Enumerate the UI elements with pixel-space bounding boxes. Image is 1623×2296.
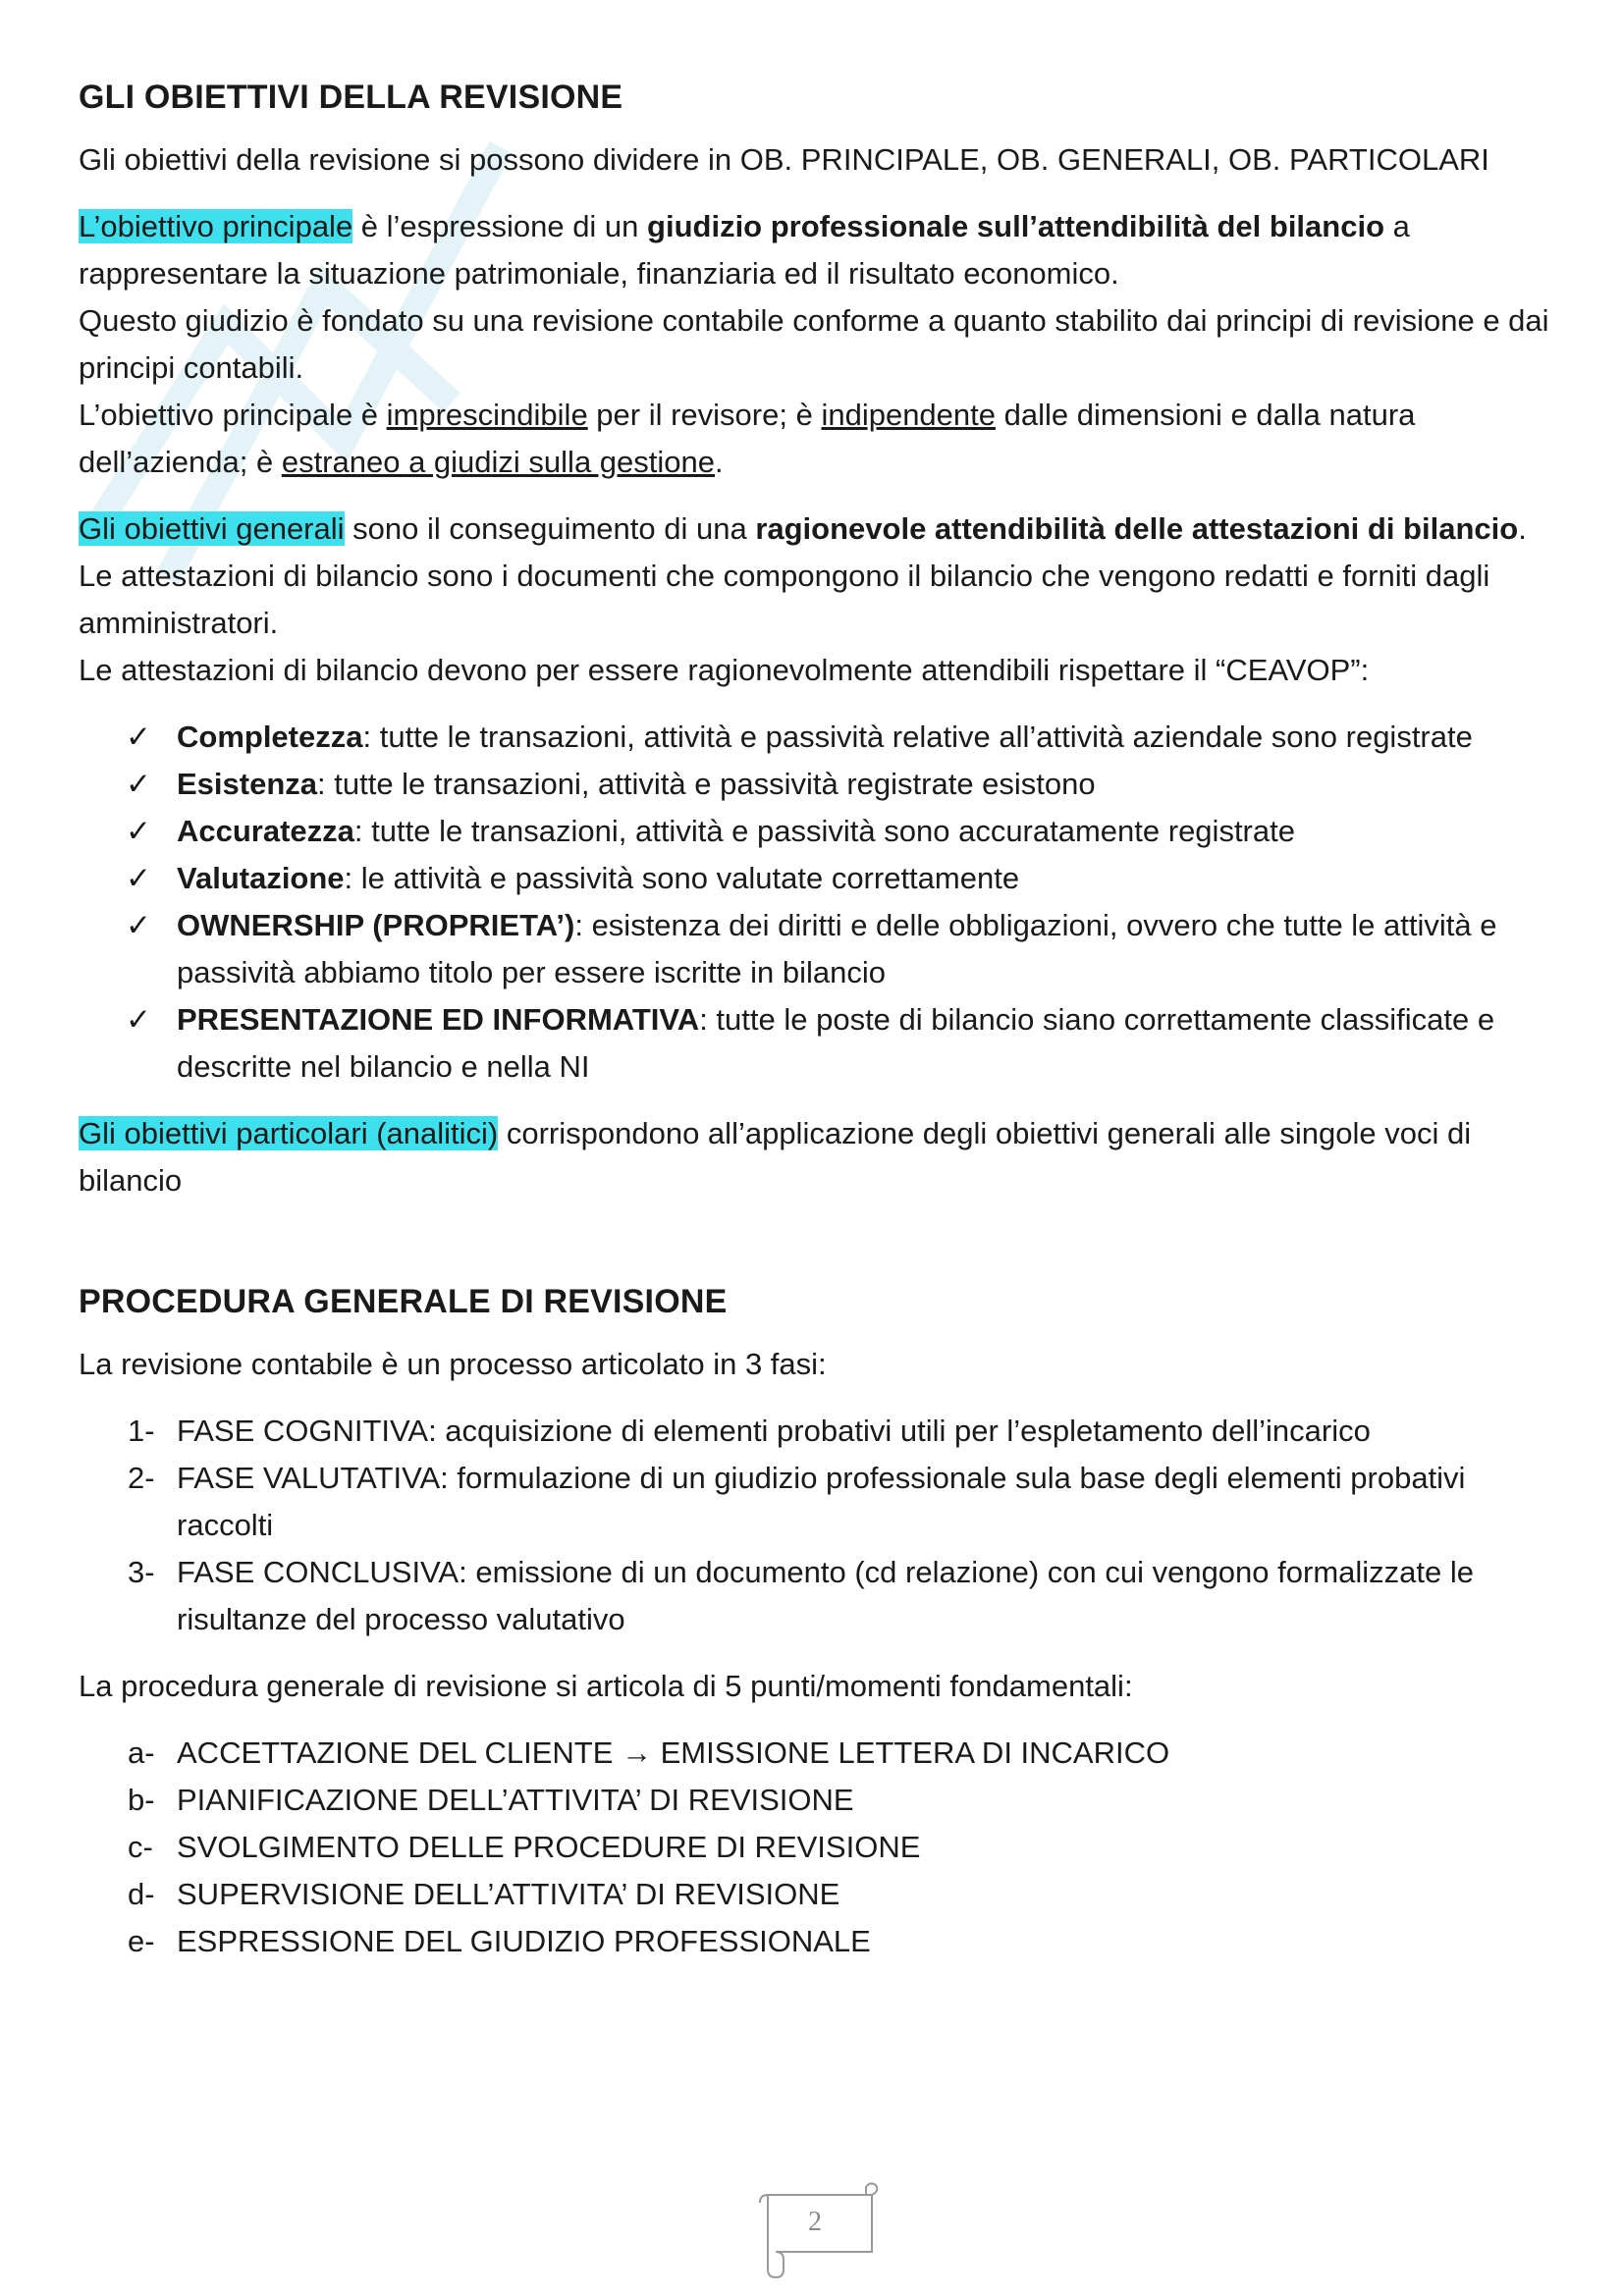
list-item: 2- FASE VALUTATIVA: formulazione di un giudizio professionale sula base degli elementi probativi raccolti xyxy=(128,1461,1466,1542)
page-footer xyxy=(746,2181,884,2279)
checkmark-icon: ✓ xyxy=(126,908,151,942)
page-number: 2 xyxy=(808,2207,822,2237)
list-item: c- SVOLGIMENTO DELLE PROCEDURE DI REVISIONE xyxy=(128,1830,921,1864)
highlight-particolari: Gli obiettivi particolari (analitici) xyxy=(79,1116,499,1150)
list-item: ✓ PRESENTAZIONE ED INFORMATIVA: tutte le poste di bilancio siano correttamente classificate e descritte nel bilancio e nella NI xyxy=(79,996,1551,1091)
ceavop-line: Le attestazioni di bilancio devono per essere ragionevolmente attendibili rispettare il “CEAVOP”: xyxy=(79,653,1370,687)
particolari-paragraph: Gli obiettivi particolari (analitici) corrispondono all’applicazione degli obiettivi generali alle singole voci di bilancio xyxy=(79,1116,1472,1198)
list-item: ✓ Accuratezza: tutte le transazioni, attività e passività sono accuratamente registrate xyxy=(79,808,1551,855)
checkmark-icon: ✓ xyxy=(126,767,151,801)
steps-list xyxy=(79,1730,1551,1965)
fondato-line: Questo giudizio è fondato su una revisione contabile conforme a quanto stabilito dai principi di revisione e dai principi contabili. xyxy=(79,303,1549,385)
highlight-principale: L’obiettivo principale xyxy=(79,209,353,243)
generali-paragraph: Gli obiettivi generali sono il conseguimento di una ragionevole attendibilità delle attestazioni di bilancio. Le attestazioni di bilancio sono i documenti che compongono il bilancio che vengono redatti e forniti dagli amministratori. Le attestazioni di bilancio devono per essere ragionevolmente attendibili rispettare il “CEAVOP”: xyxy=(79,511,1527,687)
punti-intro: La procedura generale di revisione si articola di 5 punti/momenti fondamentali: xyxy=(79,1669,1133,1703)
section-title-obiettivi: GLI OBIETTIVI DELLA REVISIONE xyxy=(79,79,623,116)
list-item: 1- FASE COGNITIVA: acquisizione di elementi probativi utili per l’espletamento dell’incarico xyxy=(128,1414,1371,1448)
list-item: ✓ OWNERSHIP (PROPRIETA’): esistenza dei diritti e delle obbligazioni, ovvero che tutte le attività e passività abbiamo titolo per essere iscritte in bilancio xyxy=(79,902,1551,996)
list-item: d- SUPERVISIONE DELL’ATTIVITA’ DI REVISIONE xyxy=(128,1877,840,1911)
fasi-intro: La revisione contabile è un processo articolato in 3 fasi: xyxy=(79,1347,827,1381)
underline-estraneo: estraneo a giudizi sulla gestione xyxy=(281,445,716,479)
list-item: 3- FASE CONCLUSIVA: emissione di un documento (cd relazione) con cui vengono formalizzate le risultanze del processo valutativo xyxy=(128,1555,1474,1636)
checkmark-icon: ✓ xyxy=(126,814,151,848)
underline-indipendente: indipendente xyxy=(821,398,997,432)
underline-imprescindibile: imprescindibile xyxy=(386,398,588,432)
document-page xyxy=(79,79,1551,1985)
list-item: ✓ Valutazione: le attività e passività sono valutate correttamente xyxy=(79,855,1551,902)
phases-list xyxy=(79,1408,1551,1643)
list-item: a- ACCETTAZIONE DEL CLIENTE → EMISSIONE LETTERA DI INCARICO xyxy=(128,1735,1170,1770)
list-item: e- ESPRESSIONE DEL GIUDIZIO PROFESSIONALE xyxy=(128,1924,871,1958)
bold-giudizio: giudizio professionale sull’attendibilità del bilancio xyxy=(647,209,1385,243)
checkmark-icon: ✓ xyxy=(126,861,151,895)
intro-paragraph: Gli obiettivi della revisione si possono dividere in OB. PRINCIPALE, OB. GENERALI, OB. PARTICOLARI xyxy=(79,142,1489,177)
checkmark-icon: ✓ xyxy=(126,1002,151,1037)
checkmark-icon: ✓ xyxy=(126,720,151,754)
section-title-procedura: PROCEDURA GENERALE DI REVISIONE xyxy=(79,1283,728,1320)
principale-paragraph: L’obiettivo principale è l’espressione di un giudizio professionale sull’attendibilità del bilancio a rappresentare la situazione patrimoniale, finanziaria ed il risultato economico. Questo giudizio è fondato su una revisione contabile conforme a quanto stabilito dai principi di revisione e dai principi contabili. L’obiettivo principale è imprescindibile per il revisore; è indipendente dalle dimensioni e dalla natura dell’azienda; è estraneo a giudizi sulla gestione. xyxy=(79,209,1549,479)
list-item: b- PIANIFICAZIONE DELL’ATTIVITA’ DI REVISIONE xyxy=(128,1783,854,1817)
bold-attendibilita: ragionevole attendibilità delle attestazioni di bilancio xyxy=(755,511,1519,546)
highlight-generali: Gli obiettivi generali xyxy=(79,511,345,546)
ceavop-list xyxy=(79,714,1551,1091)
list-item: ✓ Esistenza: tutte le transazioni, attività e passività registrate esistono xyxy=(79,761,1551,808)
list-item: ✓ Completezza: tutte le transazioni, attività e passività relative all’attività aziendale sono registrate xyxy=(79,714,1551,761)
